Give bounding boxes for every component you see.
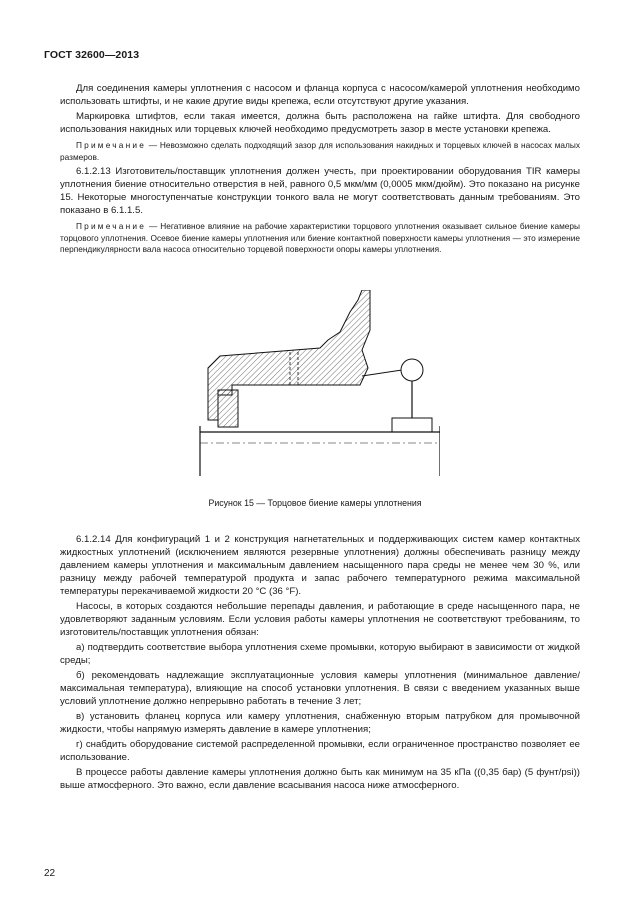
list-item-b: б) рекомендовать надлежащие эксплуатационные условия камеры уплотнения (минимальное давление/максимальная температура), влияющие на способ установки уплотнения. В связи с введением указанных выше условий уплотнение должно непрерывно работать в течение 3 лет; [60, 670, 580, 707]
indicator-base [392, 418, 432, 432]
seal-chamber-section [218, 390, 238, 427]
note-text: — Невозможно сделать подходящий зазор для использования накидных и торцевых ключей в насосах малых размеров. [60, 140, 580, 162]
page-number: 22 [44, 868, 56, 879]
note-runout [60, 221, 580, 256]
text-section-lower [60, 533, 580, 794]
figure-caption: Рисунок 15 — Торцовое биение камеры уплотнения [208, 498, 422, 508]
document-header: ГОСТ 32600—2013 [44, 49, 140, 61]
list-item-a: а) подтвердить соответствие выбора уплотнения схеме промывки, которую выбирают в зависимости от жидкой среды; [60, 642, 580, 666]
paragraph-marking: Маркировка штифтов, если такая имеется, должна быть расположена на гайке штифта. Для свободного использования накидных или торцевых ключей необходимо предусмотреть зазор в месте установки крепежа. [60, 111, 580, 135]
text-section-upper [60, 82, 580, 258]
paragraph-pumps: Насосы, в которых создаются небольшие перепады давления, и работающие в среде насыщенного пара, не удовлетворяют заданным условиям. Если условия работы камеры уплотнения не соответствуют требованиям, то изготовитель/поставщик уплотнения обязан: [60, 601, 580, 638]
paragraph-6-1-2-14: 6.1.2.14 Для конфигураций 1 и 2 конструкция нагнетательных и поддерживающих систем камер контактных жидкостных уплотнений (исключением являются резервные уплотнения) должны обеспечивать разницу между давлением камеры уплотнения и максимальным давлением насыщенного пара среды не менее чем 30 %, или разницу между рабочей температурой продукта и запас рабочего температурного режима максимальной температуры перекачиваемой жидкости 20 °С (36 °F). [60, 534, 580, 597]
note-clearance [60, 140, 580, 163]
paragraph-dowels: Для соединения камеры уплотнения с насосом и фланца корпуса с насосом/камерой уплотнения необходимо использовать штифты, и не какие другие виды крепежа, если отсутствуют другие указания. [60, 83, 580, 107]
list-item-c: в) установить фланец корпуса или камеру уплотнения, снабженную вторым патрубком для промывочной жидкости, чтобы напрямую измерять давление в камере уплотнения; [60, 711, 580, 735]
note-label: Примечание [76, 221, 147, 231]
list-item-d: г) снабдить оборудование системой распределенной промывки, если ограниченное пространство позволяет ее использование. [60, 739, 580, 763]
dial-indicator [401, 359, 423, 381]
paragraph-6-1-2-13: 6.1.2.13 Изготовитель/поставщик уплотнения должен учесть, при проектировании оборудования TIR камеры уплотнения биение относительно отверстия в ней, равного 0,5 мкм/мм (0,0005 мкм/дюйм). Это показано на рисунке 15. Некоторые многоступенчатые конструкции тонкого вала не могут соответствовать данным требованиям. Это показано в 6.1.1.5. [60, 166, 580, 216]
note-text: — Негативное влияние на рабочие характеристики торцового уплотнения оказывает сильное биение камеры торцового уплотнения. Осевое биение камеры уплотнения или биение контактной поверхности камеры уплотнения — это измерение перпендикулярности вала насоса относительно торцевой поверхности опоры камеры уплотнения. [60, 221, 580, 254]
note-label: Примечание [76, 140, 147, 150]
paragraph-pressure: В процессе работы давление камеры уплотнения должно быть как минимум на 35 кПа ((0,35 бар) (5 фунт/psi)) выше атмосферного. Это важно, если давление всасывания насоса ниже атмосферного. [60, 767, 580, 791]
indicator-arm [362, 370, 402, 376]
figure-face-runout-drawing [190, 290, 440, 490]
